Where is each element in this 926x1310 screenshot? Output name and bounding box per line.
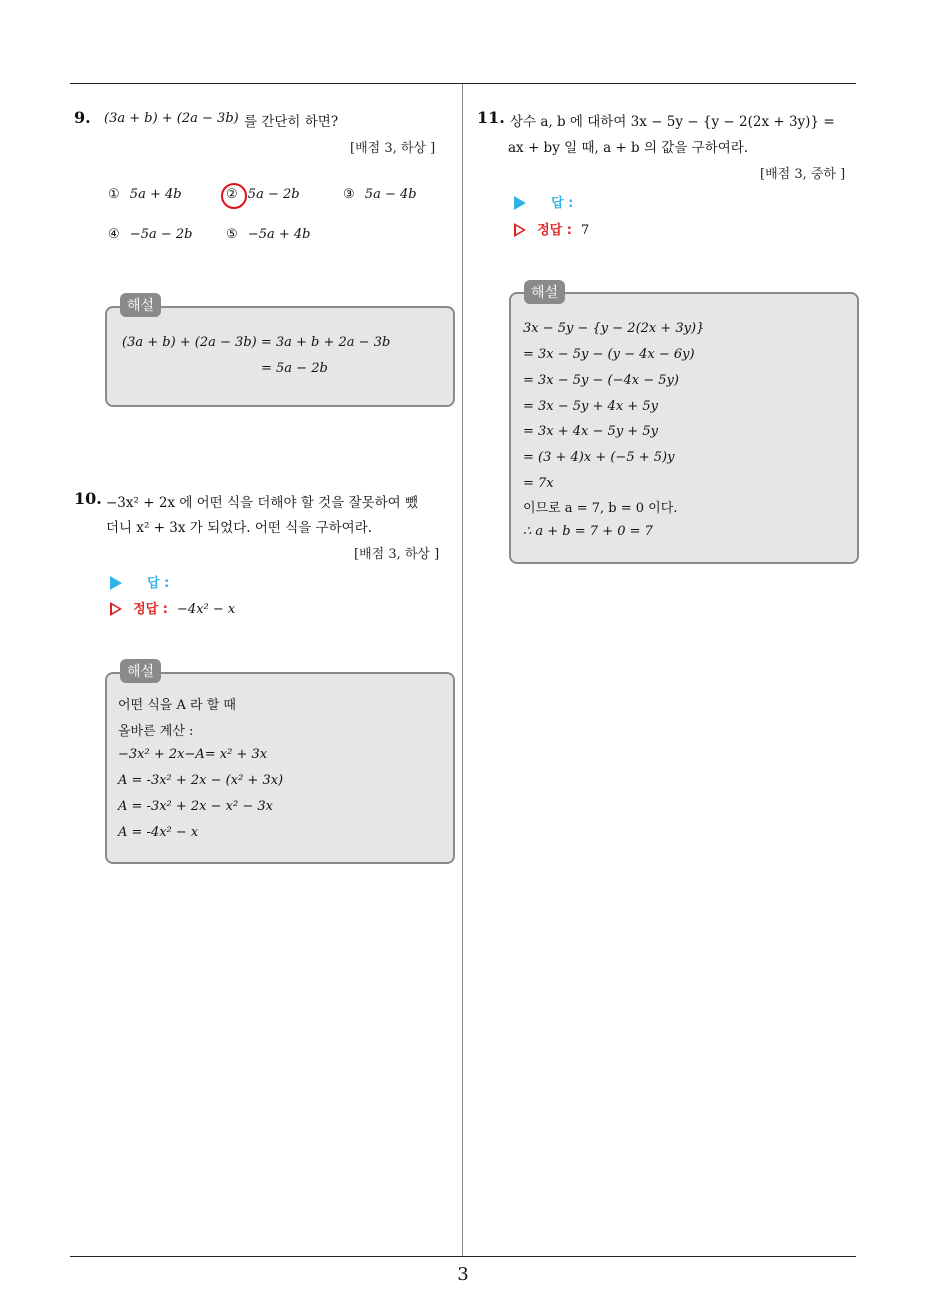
correct-value: −4x² − x xyxy=(177,602,236,617)
q11-solution-line-2: = 3x − 5y − (y − 4x − 6y) xyxy=(523,347,695,362)
selected-answer-circle xyxy=(221,183,247,209)
q10-solution-line-5: A = -3x² + 2x − x² − 3x xyxy=(118,799,273,814)
top-rule xyxy=(70,83,856,84)
correct-label: 정답 : xyxy=(133,602,168,617)
q11-solution-line-3: = 3x − 5y − (−4x − 5y) xyxy=(523,373,679,388)
q9-solution-line-1: (3a + b) + (2a − 3b) = 3a + b + 2a − 3b xyxy=(122,335,391,350)
q11-number: 11. xyxy=(477,108,505,127)
q11-solution-line-7: = 7x xyxy=(523,476,554,491)
choice-mark: ⑤ xyxy=(226,227,238,242)
play-arrow-icon xyxy=(514,196,526,210)
choice-mark: ① xyxy=(108,187,120,202)
q11-solution-line-6: = (3 + 4)x + (−5 + 5)y xyxy=(523,450,675,465)
column-divider xyxy=(462,84,463,1256)
choice-text: 5a − 2b xyxy=(247,187,300,202)
choice-text: 5a + 4b xyxy=(129,187,182,202)
q11-solution-line-8: 이므로 a = 7, b = 0 이다. xyxy=(523,501,678,516)
outline-arrow-icon xyxy=(514,223,526,237)
q9-choice-5[interactable] xyxy=(226,227,310,242)
q11-solution-line-1: 3x − 5y − {y − 2(2x + 3y)} xyxy=(523,321,705,336)
q10-solution-tag: 해설 xyxy=(120,659,161,683)
q9-stem-text: 를 간단히 하면? xyxy=(244,114,339,130)
q11-solution-line-4: = 3x − 5y + 4x + 5y xyxy=(523,399,658,414)
page-number: 3 xyxy=(457,1264,469,1285)
q10-number: 10. xyxy=(74,489,102,508)
choice-mark: ④ xyxy=(108,227,120,242)
q11-solution-line-9: ∴ a + b = 7 + 0 = 7 xyxy=(523,524,653,539)
q9-solution-box xyxy=(105,306,455,407)
q9-stem-math: (3a + b) + (2a − 3b) xyxy=(104,111,239,126)
choice-text: −5a + 4b xyxy=(247,227,311,242)
q10-stem-line-1: −3x² + 2x 에 어떤 식을 더해야 할 것을 잘못하여 뺐 xyxy=(106,495,419,511)
q10-solution-line-1: 어떤 식을 A 라 할 때 xyxy=(118,698,236,713)
bottom-rule xyxy=(70,1256,856,1257)
q10-answer-row xyxy=(110,572,169,591)
choice-text: 5a − 4b xyxy=(364,187,417,202)
q10-solution-line-3: −3x² + 2x−A= x² + 3x xyxy=(118,747,268,762)
q10-solution-line-6: A = -4x² − x xyxy=(118,825,199,840)
q11-score: [배점 3, 중하 ] xyxy=(760,167,846,182)
q11-answer-row xyxy=(514,192,573,211)
q10-score: [배점 3, 하상 ] xyxy=(354,547,440,562)
answer-label: 답 : xyxy=(147,576,170,591)
choice-mark: ② xyxy=(226,187,238,202)
play-arrow-icon xyxy=(110,576,122,590)
q9-choice-4[interactable] xyxy=(108,227,192,242)
q9-choice-3[interactable] xyxy=(343,187,417,202)
q10-solution-line-2: 올바른 계산 : xyxy=(118,724,194,739)
outline-arrow-icon xyxy=(110,602,122,616)
q11-stem-line-1: 상수 a, b 에 대하여 3x − 5y − {y − 2(2x + 3y)} = xyxy=(510,114,835,130)
q10-correct-row xyxy=(110,598,235,617)
q9-choice-1[interactable] xyxy=(108,187,182,202)
correct-label: 정답 : xyxy=(537,223,572,238)
choice-text: −5a − 2b xyxy=(129,227,193,242)
q9-number: 9. xyxy=(74,108,91,127)
q10-solution-line-4: A = -3x² + 2x − (x² + 3x) xyxy=(118,773,284,788)
q11-stem-line-2: ax + by 일 때, a + b 의 값을 구하여라. xyxy=(508,140,749,156)
q11-correct-row xyxy=(514,219,589,238)
q11-solution-line-5: = 3x + 4x − 5y + 5y xyxy=(523,424,658,439)
q10-stem-line-2: 더니 x² + 3x 가 되었다. 어떤 식을 구하여라. xyxy=(106,520,373,536)
correct-value: 7 xyxy=(581,223,590,238)
choice-mark: ③ xyxy=(343,187,355,202)
q9-score: [배점 3, 하상 ] xyxy=(350,141,436,156)
q11-solution-tag: 해설 xyxy=(524,280,565,304)
q9-solution-line-2: = 5a − 2b xyxy=(261,361,328,376)
answer-label: 답 : xyxy=(551,196,574,211)
q9-solution-tag: 해설 xyxy=(120,293,161,317)
